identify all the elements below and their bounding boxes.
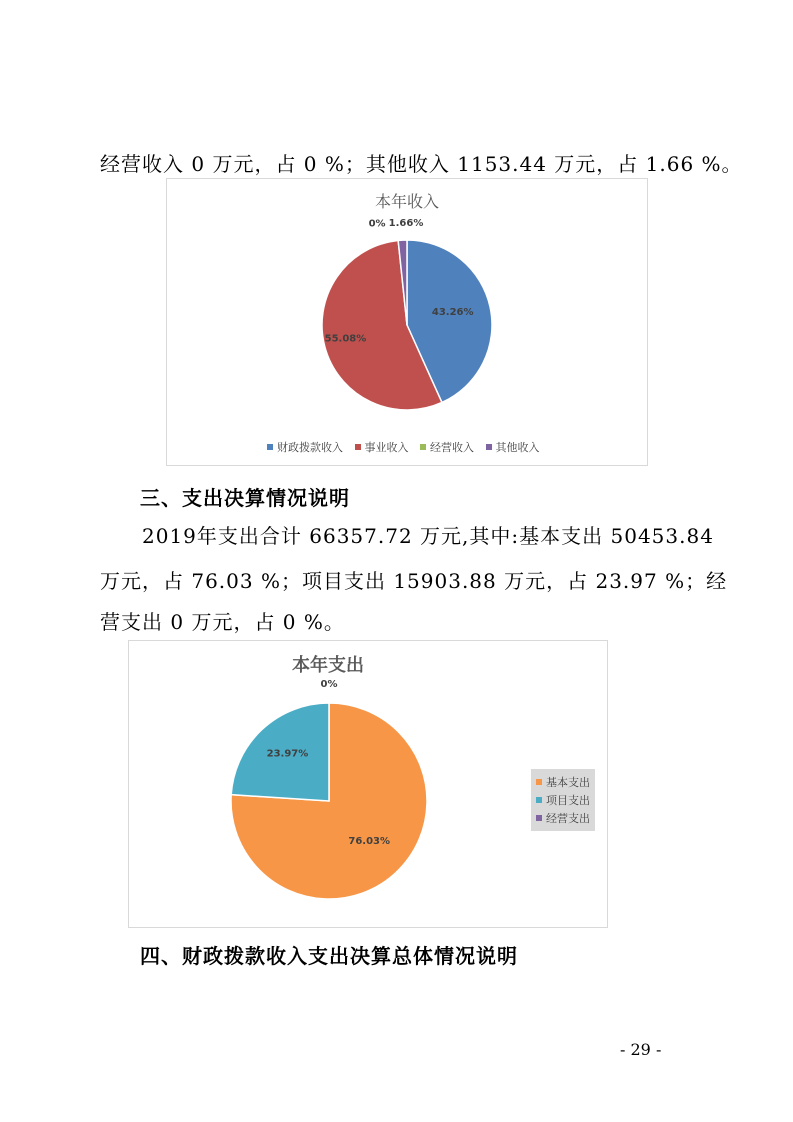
pie-label-3: 1.66% [388,217,424,229]
legend-item-business [355,439,409,455]
legend-swatch [486,444,492,450]
income-legend [267,439,627,455]
income-chart-title: 本年收入 [374,192,439,211]
legend-swatch [536,797,542,803]
legend-swatch [267,444,273,450]
expenditure-chart-title: 本年支出 [292,655,364,676]
expenditure-legend [531,769,595,831]
paragraph-income-line: 经营收入 0 万元，占 0 %；其他收入 1153.44 万元，占 1.66 %。 [100,152,743,176]
heading-fiscal-overview: 四、财政拨款收入支出决算总体情况说明 [140,944,518,968]
legend-swatch [536,815,542,821]
page-number: - 29 - [620,1040,662,1059]
expenditure-chart [128,640,608,928]
legend-item-operating [420,439,474,455]
legend-item-operating-exp [536,810,590,826]
legend-label: 基本支出 [546,776,590,789]
income-chart [166,178,648,466]
legend-label: 财政拨款收入 [277,441,343,454]
paragraph-expenditure-line2: 万元，占 76.03 %；项目支出 15903.88 万元，占 23.97 %；经 [100,569,728,593]
pie-label-0: 76.03% [348,835,391,847]
legend-swatch [420,444,426,450]
legend-label: 其他收入 [495,441,540,454]
legend-item-basic [536,774,590,790]
legend-swatch [355,444,361,450]
legend-item-fiscal [267,439,343,455]
legend-label: 项目支出 [546,794,590,807]
pie-label-2: 0% [320,679,338,691]
heading-expenditure: 三、支出决算情况说明 [140,486,350,510]
legend-item-other [486,439,540,455]
paragraph-expenditure-line1: 2019年支出合计 66357.72 万元,其中:基本支出 50453.84 [142,524,714,548]
pie-label-0: 43.26% [431,307,474,319]
legend-swatch [536,779,542,785]
legend-label: 事业收入 [364,441,409,454]
legend-item-project [536,792,590,808]
legend-label: 经营收入 [430,441,474,454]
pie-label-1: 55.08% [324,333,367,345]
pie-label-1: 23.97% [266,748,309,760]
paragraph-expenditure-line3: 营支出 0 万元，占 0 %。 [100,610,345,634]
legend-label: 经营支出 [546,812,590,825]
income-pie [167,179,647,465]
pie-label-2: 0% [368,218,386,230]
